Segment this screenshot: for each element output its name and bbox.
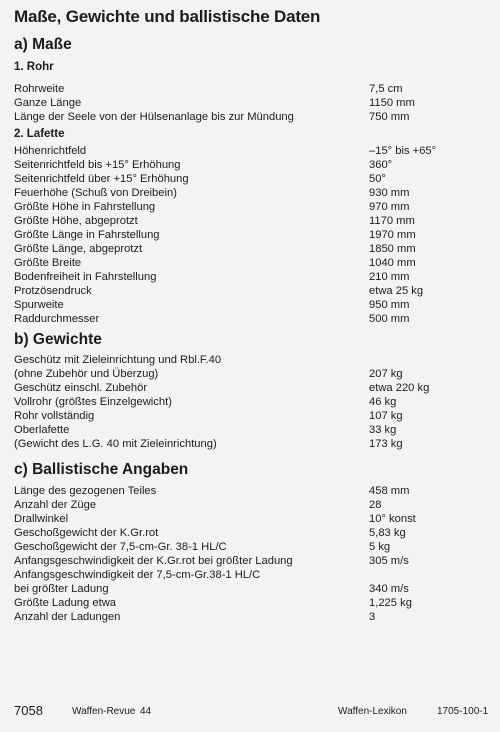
spec-row — [14, 256, 484, 271]
spec-row — [14, 284, 484, 299]
spec-value: 1,225 kg — [369, 597, 412, 609]
spec-row — [14, 82, 484, 97]
spec-value: 500 mm — [369, 313, 410, 325]
spec-label: Feuerhöhe (Schuß von Dreibein) — [14, 187, 177, 199]
spec-row — [14, 242, 484, 257]
spec-row — [14, 568, 484, 583]
spec-value: 28 — [369, 499, 382, 511]
spec-label: Größte Länge, abgeprotzt — [14, 243, 143, 255]
spec-row — [14, 270, 484, 285]
spec-label: Größte Höhe, abgeprotzt — [14, 215, 138, 227]
section-heading: a) Maße — [14, 36, 72, 53]
spec-value: 360° — [369, 159, 393, 171]
spec-label: Protzösendruck — [14, 285, 92, 297]
spec-label: Anfangsgeschwindigkeit der K.Gr.rot bei größter Ladung — [14, 555, 293, 567]
spec-value: 210 mm — [369, 271, 410, 283]
spec-value: 950 mm — [369, 299, 410, 311]
section-heading: b) Gewichte — [14, 331, 102, 348]
spec-value: 5 kg — [369, 541, 391, 553]
spec-row — [14, 498, 484, 513]
spec-row — [14, 409, 484, 424]
spec-row — [14, 228, 484, 243]
footer-left-text: Waffen-Revue — [72, 706, 136, 717]
spec-row — [14, 214, 484, 229]
spec-label: Anfangsgeschwindigkeit der 7,5-cm-Gr.38-1 HL/C — [14, 569, 261, 581]
spec-row — [14, 96, 484, 111]
spec-value: 173 kg — [369, 438, 403, 450]
spec-label: Anzahl der Ladungen — [14, 611, 121, 623]
spec-value: 3 — [369, 611, 376, 623]
spec-label: Seitenrichtfeld bis +15° Erhöhung — [14, 159, 181, 171]
spec-value: 970 mm — [369, 201, 410, 213]
spec-label: Länge des gezogenen Teiles — [14, 485, 157, 497]
spec-label: Spurweite — [14, 299, 64, 311]
spec-label: Rohrweite — [14, 83, 65, 95]
spec-row — [14, 582, 484, 597]
spec-row — [14, 367, 484, 382]
spec-value: 305 m/s — [369, 555, 409, 567]
footer-issue: 44 — [140, 706, 152, 717]
spec-label: Größte Ladung etwa — [14, 597, 116, 609]
subsection-heading: 2. Lafette — [14, 128, 65, 140]
spec-label: Rohr vollständig — [14, 410, 95, 422]
spec-value: 46 kg — [369, 396, 397, 408]
spec-value: etwa 220 kg — [369, 382, 430, 394]
spec-row — [14, 144, 484, 159]
spec-label: Größte Breite — [14, 257, 82, 269]
spec-label: Geschütz einschl. Zubehör — [14, 382, 148, 394]
spec-label: (ohne Zubehör und Überzug) — [14, 368, 159, 380]
spec-value: 1170 mm — [369, 215, 415, 227]
spec-label: Anzahl der Züge — [14, 499, 97, 511]
spec-row — [14, 395, 484, 410]
page-title: Maße, Gewichte und ballistische Daten — [14, 7, 321, 26]
spec-row — [14, 526, 484, 541]
spec-row — [14, 540, 484, 555]
spec-label: Geschoßgewicht der 7,5-cm-Gr. 38-1 HL/C — [14, 541, 227, 553]
footer-page-number: 7058 — [14, 703, 43, 718]
spec-label: Geschütz mit Zieleinrichtung und Rbl.F.40 — [14, 354, 222, 366]
spec-label: Raddurchmesser — [14, 313, 100, 325]
spec-row — [14, 298, 484, 313]
spec-label: Länge der Seele von der Hülsenanlage bis zur Mündung — [14, 111, 294, 123]
footer-code: 1705-100-1 — [437, 706, 489, 717]
spec-value: 10° konst — [369, 513, 416, 525]
spec-value: 50° — [369, 173, 386, 185]
spec-label: Höhenrichtfeld — [14, 145, 87, 157]
spec-label: Oberlafette — [14, 424, 70, 436]
spec-row — [14, 381, 484, 396]
spec-label: Seitenrichtfeld über +15° Erhöhung — [14, 173, 189, 185]
spec-label: Größte Länge in Fahrstellung — [14, 229, 160, 241]
spec-value: 33 kg — [369, 424, 397, 436]
spec-row — [14, 110, 484, 125]
spec-label: Drallwinkel — [14, 513, 69, 525]
spec-value: 207 kg — [369, 368, 403, 380]
spec-label: Vollrohr (größtes Einzelgewicht) — [14, 396, 172, 408]
spec-value: 7,5 cm — [369, 83, 403, 95]
spec-row — [14, 312, 484, 327]
subsection-heading: 1. Rohr — [14, 61, 54, 73]
spec-value: –15° bis +65° — [369, 145, 437, 157]
footer-right-text: Waffen-Lexikon — [338, 706, 407, 717]
spec-row — [14, 484, 484, 499]
spec-value: 340 m/s — [369, 583, 409, 595]
section-heading: c) Ballistische Angaben — [14, 461, 189, 478]
spec-row — [14, 186, 484, 201]
spec-value: 1970 mm — [369, 229, 416, 241]
spec-row — [14, 512, 484, 527]
spec-value: 1040 mm — [369, 257, 416, 269]
spec-value: 1150 mm — [369, 97, 415, 109]
spec-value: 750 mm — [369, 111, 410, 123]
spec-label: Geschoßgewicht der K.Gr.rot — [14, 527, 159, 539]
spec-label: Bodenfreiheit in Fahrstellung — [14, 271, 157, 283]
spec-row — [14, 353, 484, 368]
spec-value: 107 kg — [369, 410, 403, 422]
spec-label: (Gewicht des L.G. 40 mit Zieleinrichtung) — [14, 438, 217, 450]
spec-row — [14, 200, 484, 215]
spec-row — [14, 596, 484, 611]
spec-row — [14, 172, 484, 187]
spec-value: 1850 mm — [369, 243, 416, 255]
spec-row — [14, 610, 484, 625]
spec-label: Ganze Länge — [14, 97, 82, 109]
spec-value: 930 mm — [369, 187, 410, 199]
spec-row — [14, 423, 484, 438]
spec-value: 458 mm — [369, 485, 410, 497]
spec-value: etwa 25 kg — [369, 285, 424, 297]
spec-row — [14, 437, 484, 452]
spec-row — [14, 158, 484, 173]
spec-label: Größte Höhe in Fahrstellung — [14, 201, 156, 213]
spec-label: bei größter Ladung — [14, 583, 109, 595]
spec-value: 5,83 kg — [369, 527, 406, 539]
spec-row — [14, 554, 484, 569]
